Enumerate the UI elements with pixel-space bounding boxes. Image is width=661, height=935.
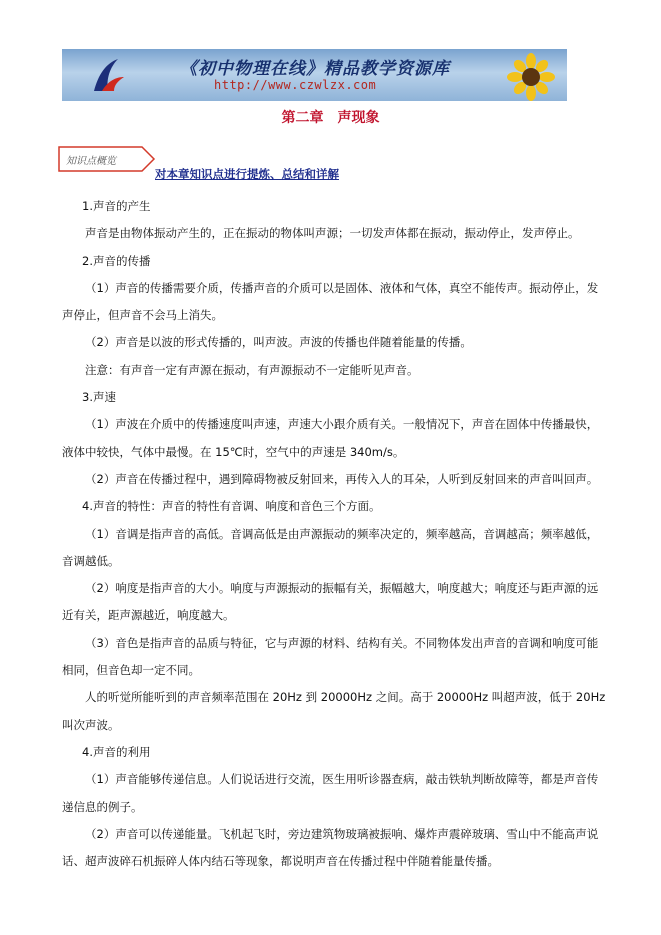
paragraph: （1）声音的传播需要介质，传播声音的介质可以是固体、液体和气体，真空不能传声。振动停止，发声停止，但声音不会马上消失。 — [62, 280, 599, 323]
paragraph: （2）声音可以传递能量。飞机起飞时，旁边建筑物玻璃被振响、爆炸声震碎玻璃、雪山中不能高声说话、超声波碎石机振碎人体内结石等现象，都说明声音在传播过程中伴随着能量传播。 — [62, 826, 599, 869]
section-heading: 3.声速 — [82, 390, 116, 405]
chapter-name: 声现象 — [337, 110, 380, 126]
paragraph: 注意：有声音一定有声源在振动，有声源振动不一定能听见声音。 — [85, 362, 419, 377]
paragraph: 声音是由物体振动产生的，正在振动的物体叫声源；一切发声体都在振动，振动停止，发声停止。 — [85, 226, 580, 241]
content-body — [62, 193, 607, 875]
chapter-title — [0, 107, 661, 127]
paragraph: （2）声音在传播过程中，遇到障碍物被反射回来，再传入人的耳朵，人听到反射回来的声音叫回声。 — [85, 471, 599, 486]
logo-icon — [88, 55, 128, 95]
banner-title: 《初中物理在线》精品教学资源库 — [180, 59, 450, 79]
sunflower-icon — [501, 53, 557, 101]
section-heading: 1.声音的产生 — [82, 199, 151, 213]
section-heading: 4.声音的利用 — [82, 744, 151, 759]
section-heading: 2.声音的传播 — [82, 253, 151, 268]
header-banner — [62, 49, 567, 101]
banner-url: http://www.czwlzx.com — [214, 78, 377, 92]
section-heading: 4.声音的特性：声音的特性有音调、响度和音色三个方面。 — [82, 499, 381, 514]
tag-label: 知识点概览 — [66, 156, 116, 167]
paragraph: （1）声音能够传递信息。人们说话进行交流，医生用听诊器查病，敲击铁轨判断故障等，都是声音传递信息的例子。 — [62, 772, 599, 814]
section-subtitle: 对本章知识点进行提炼、总结和详解 — [155, 167, 339, 181]
paragraph: （1）声波在介质中的传播速度叫声速，声速大小跟介质有关。一般情况下，声音在固体中传播最快，液体中较快，气体中最慢。在 15℃时，空气中的声速是 340m/s。 — [62, 417, 599, 459]
chapter-number: 第二章 — [281, 110, 324, 126]
paragraph: （2）响度是指声音的大小。响度与声源振动的振幅有关，振幅越大，响度越大；响度还与距声源的远近有关，距声源越近，响度越大。 — [62, 581, 599, 623]
paragraph: （1）音调是指声音的高低。音调高低是由声源振动的频率决定的，频率越高，音调越高；频率越低，音调越低。 — [62, 526, 599, 568]
paragraph: （2）声音是以波的形式传播的，叫声波。声波的传播也伴随着能量的传播。 — [85, 335, 472, 350]
paragraph: （3）音色是指声音的品质与特征，它与声源的材料、结构有关。不同物体发出声音的音调和响度可能相同，但音色却一定不同。 — [62, 635, 599, 678]
paragraph: 人的听觉所能听到的声音频率范围在 20Hz 到 20000Hz 之间。高于 20000Hz 叫超声波，低于 20Hz 叫次声波。 — [62, 690, 606, 732]
